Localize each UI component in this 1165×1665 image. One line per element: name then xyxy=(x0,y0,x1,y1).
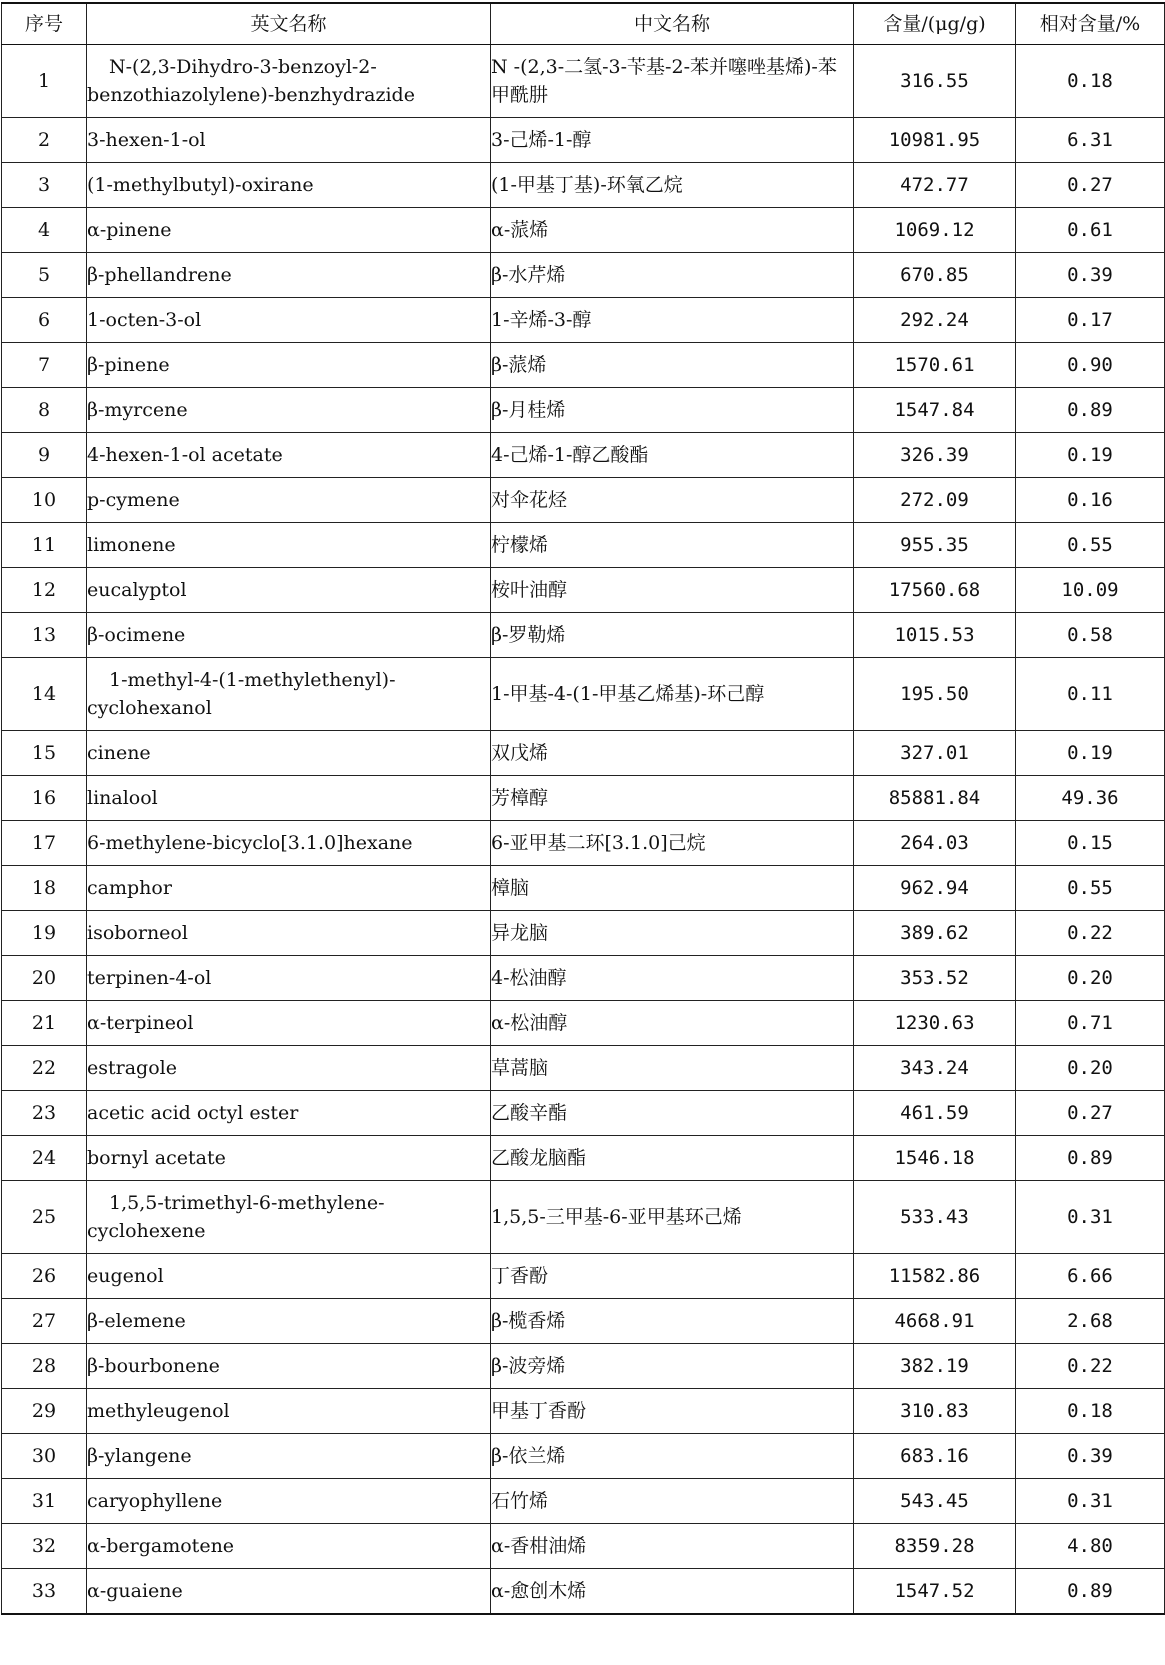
cell-content: 4668.91 xyxy=(854,1299,1016,1344)
cell-content: 955.35 xyxy=(854,523,1016,568)
cell-index: 11 xyxy=(2,523,87,568)
cell-content: 1547.52 xyxy=(854,1569,1016,1615)
cell-relative-content: 10.09 xyxy=(1016,568,1165,613)
cell-english-name: 3-hexen-1-ol xyxy=(87,118,491,163)
cell-content: 10981.95 xyxy=(854,118,1016,163)
table-row xyxy=(2,1254,1165,1299)
cell-content: 326.39 xyxy=(854,433,1016,478)
table-row xyxy=(2,253,1165,298)
cell-index: 22 xyxy=(2,1046,87,1091)
table-row xyxy=(2,658,1165,731)
cell-relative-content: 0.18 xyxy=(1016,1389,1165,1434)
cell-content: 1570.61 xyxy=(854,343,1016,388)
cell-english-name: estragole xyxy=(87,1046,491,1091)
cell-chinese-name: 乙酸龙脑酯 xyxy=(491,1136,854,1181)
cell-chinese-name: 双戊烯 xyxy=(491,731,854,776)
cell-relative-content: 0.89 xyxy=(1016,1569,1165,1615)
cell-index: 33 xyxy=(2,1569,87,1615)
cell-relative-content: 0.17 xyxy=(1016,298,1165,343)
cell-chinese-name: 6-亚甲基二环[3.1.0]己烷 xyxy=(491,821,854,866)
cell-english-name: β-bourbonene xyxy=(87,1344,491,1389)
cell-relative-content: 0.89 xyxy=(1016,1136,1165,1181)
cell-english-name: β-myrcene xyxy=(87,388,491,433)
cell-english-name: 1,5,5-trimethyl-6-methylene-cyclohexene xyxy=(87,1181,491,1254)
cell-content: 543.45 xyxy=(854,1479,1016,1524)
cell-index: 6 xyxy=(2,298,87,343)
cell-relative-content: 0.71 xyxy=(1016,1001,1165,1046)
cell-chinese-name: 樟脑 xyxy=(491,866,854,911)
cell-relative-content: 6.66 xyxy=(1016,1254,1165,1299)
cell-english-name: camphor xyxy=(87,866,491,911)
cell-index: 9 xyxy=(2,433,87,478)
header-index: 序号 xyxy=(2,3,87,45)
cell-content: 670.85 xyxy=(854,253,1016,298)
cell-relative-content: 0.19 xyxy=(1016,433,1165,478)
cell-english-name: acetic acid octyl ester xyxy=(87,1091,491,1136)
cell-relative-content: 0.22 xyxy=(1016,1344,1165,1389)
cell-english-name: α-terpineol xyxy=(87,1001,491,1046)
table-row xyxy=(2,911,1165,956)
cell-index: 20 xyxy=(2,956,87,1001)
table-row xyxy=(2,1569,1165,1615)
cell-chinese-name: 芳樟醇 xyxy=(491,776,854,821)
cell-relative-content: 0.58 xyxy=(1016,613,1165,658)
cell-english-name: β-ylangene xyxy=(87,1434,491,1479)
cell-content: 17560.68 xyxy=(854,568,1016,613)
cell-content: 1230.63 xyxy=(854,1001,1016,1046)
cell-index: 2 xyxy=(2,118,87,163)
cell-chinese-name: α-松油醇 xyxy=(491,1001,854,1046)
cell-relative-content: 0.27 xyxy=(1016,163,1165,208)
cell-chinese-name: β-月桂烯 xyxy=(491,388,854,433)
cell-content: 316.55 xyxy=(854,45,1016,118)
cell-chinese-name: 对伞花烃 xyxy=(491,478,854,523)
table-row xyxy=(2,1001,1165,1046)
cell-relative-content: 0.20 xyxy=(1016,956,1165,1001)
table-row xyxy=(2,298,1165,343)
cell-relative-content: 0.18 xyxy=(1016,45,1165,118)
cell-relative-content: 0.90 xyxy=(1016,343,1165,388)
cell-index: 26 xyxy=(2,1254,87,1299)
table-row xyxy=(2,731,1165,776)
table-row xyxy=(2,1434,1165,1479)
cell-content: 472.77 xyxy=(854,163,1016,208)
cell-relative-content: 0.89 xyxy=(1016,388,1165,433)
table-row xyxy=(2,1299,1165,1344)
cell-index: 28 xyxy=(2,1344,87,1389)
cell-relative-content: 0.19 xyxy=(1016,731,1165,776)
cell-index: 16 xyxy=(2,776,87,821)
cell-content: 1546.18 xyxy=(854,1136,1016,1181)
cell-chinese-name: 3-己烯-1-醇 xyxy=(491,118,854,163)
cell-english-name: eugenol xyxy=(87,1254,491,1299)
cell-english-name: α-bergamotene xyxy=(87,1524,491,1569)
cell-content: 85881.84 xyxy=(854,776,1016,821)
cell-content: 195.50 xyxy=(854,658,1016,731)
cell-index: 27 xyxy=(2,1299,87,1344)
cell-index: 24 xyxy=(2,1136,87,1181)
table-row xyxy=(2,45,1165,118)
table-row xyxy=(2,118,1165,163)
table-row xyxy=(2,1479,1165,1524)
cell-content: 1069.12 xyxy=(854,208,1016,253)
cell-english-name: 4-hexen-1-ol acetate xyxy=(87,433,491,478)
table-row xyxy=(2,1344,1165,1389)
cell-content: 382.19 xyxy=(854,1344,1016,1389)
cell-content: 264.03 xyxy=(854,821,1016,866)
cell-chinese-name: α-香柑油烯 xyxy=(491,1524,854,1569)
table-row xyxy=(2,1181,1165,1254)
cell-relative-content: 0.11 xyxy=(1016,658,1165,731)
table-row xyxy=(2,523,1165,568)
header-chinese-name: 中文名称 xyxy=(491,3,854,45)
cell-content: 389.62 xyxy=(854,911,1016,956)
cell-chinese-name: N -(2,3-二氢-3-苄基-2-苯并噻唑基烯)-苯甲酰肼 xyxy=(491,45,854,118)
table-row xyxy=(2,1136,1165,1181)
cell-index: 10 xyxy=(2,478,87,523)
cell-chinese-name: 草蒿脑 xyxy=(491,1046,854,1091)
cell-chinese-name: β-蒎烯 xyxy=(491,343,854,388)
cell-index: 31 xyxy=(2,1479,87,1524)
cell-relative-content: 0.39 xyxy=(1016,253,1165,298)
cell-chinese-name: 桉叶油醇 xyxy=(491,568,854,613)
cell-chinese-name: α-蒎烯 xyxy=(491,208,854,253)
cell-english-name: limonene xyxy=(87,523,491,568)
cell-content: 1015.53 xyxy=(854,613,1016,658)
cell-content: 533.43 xyxy=(854,1181,1016,1254)
cell-content: 272.09 xyxy=(854,478,1016,523)
header-content: 含量/(μg/g) xyxy=(854,3,1016,45)
cell-english-name: 1-octen-3-ol xyxy=(87,298,491,343)
cell-chinese-name: 1-辛烯-3-醇 xyxy=(491,298,854,343)
cell-index: 18 xyxy=(2,866,87,911)
cell-english-name: α-pinene xyxy=(87,208,491,253)
cell-relative-content: 0.22 xyxy=(1016,911,1165,956)
table-row xyxy=(2,568,1165,613)
table-body xyxy=(2,45,1165,1615)
cell-chinese-name: 柠檬烯 xyxy=(491,523,854,568)
cell-english-name: cinene xyxy=(87,731,491,776)
cell-index: 14 xyxy=(2,658,87,731)
cell-content: 327.01 xyxy=(854,731,1016,776)
cell-content: 292.24 xyxy=(854,298,1016,343)
cell-content: 8359.28 xyxy=(854,1524,1016,1569)
table-row xyxy=(2,821,1165,866)
cell-index: 21 xyxy=(2,1001,87,1046)
cell-index: 12 xyxy=(2,568,87,613)
cell-english-name: N-(2,3-Dihydro-3-benzoyl-2-benzothiazolylene)-benzhydrazide xyxy=(87,45,491,118)
cell-chinese-name: 4-松油醇 xyxy=(491,956,854,1001)
cell-relative-content: 49.36 xyxy=(1016,776,1165,821)
cell-relative-content: 4.80 xyxy=(1016,1524,1165,1569)
cell-relative-content: 0.31 xyxy=(1016,1181,1165,1254)
cell-english-name: β-ocimene xyxy=(87,613,491,658)
cell-index: 1 xyxy=(2,45,87,118)
table-row xyxy=(2,343,1165,388)
cell-english-name: 6-methylene-bicyclo[3.1.0]hexane xyxy=(87,821,491,866)
cell-chinese-name: 甲基丁香酚 xyxy=(491,1389,854,1434)
cell-english-name: 1-methyl-4-(1-methylethenyl)-cyclohexanol xyxy=(87,658,491,731)
cell-relative-content: 0.20 xyxy=(1016,1046,1165,1091)
cell-english-name: α-guaiene xyxy=(87,1569,491,1615)
cell-index: 17 xyxy=(2,821,87,866)
cell-index: 29 xyxy=(2,1389,87,1434)
cell-chinese-name: β-水芹烯 xyxy=(491,253,854,298)
cell-relative-content: 6.31 xyxy=(1016,118,1165,163)
cell-chinese-name: 1,5,5-三甲基-6-亚甲基环己烯 xyxy=(491,1181,854,1254)
cell-index: 30 xyxy=(2,1434,87,1479)
cell-index: 3 xyxy=(2,163,87,208)
cell-content: 11582.86 xyxy=(854,1254,1016,1299)
cell-english-name: linalool xyxy=(87,776,491,821)
table-row xyxy=(2,776,1165,821)
cell-relative-content: 0.27 xyxy=(1016,1091,1165,1136)
table-row xyxy=(2,478,1165,523)
cell-chinese-name: β-罗勒烯 xyxy=(491,613,854,658)
header-relative-content: 相对含量/% xyxy=(1016,3,1165,45)
cell-content: 962.94 xyxy=(854,866,1016,911)
cell-chinese-name: 石竹烯 xyxy=(491,1479,854,1524)
cell-relative-content: 0.55 xyxy=(1016,523,1165,568)
cell-chinese-name: 乙酸辛酯 xyxy=(491,1091,854,1136)
cell-chinese-name: 1-甲基-4-(1-甲基乙烯基)-环己醇 xyxy=(491,658,854,731)
cell-chinese-name: 丁香酚 xyxy=(491,1254,854,1299)
table-row xyxy=(2,1389,1165,1434)
cell-index: 13 xyxy=(2,613,87,658)
cell-english-name: isoborneol xyxy=(87,911,491,956)
cell-english-name: caryophyllene xyxy=(87,1479,491,1524)
cell-chinese-name: (1-甲基丁基)-环氧乙烷 xyxy=(491,163,854,208)
cell-index: 15 xyxy=(2,731,87,776)
cell-chinese-name: β-波旁烯 xyxy=(491,1344,854,1389)
cell-index: 32 xyxy=(2,1524,87,1569)
cell-index: 23 xyxy=(2,1091,87,1136)
cell-chinese-name: 4-己烯-1-醇乙酸酯 xyxy=(491,433,854,478)
table-row xyxy=(2,613,1165,658)
table-row xyxy=(2,163,1165,208)
table-row xyxy=(2,433,1165,478)
cell-index: 4 xyxy=(2,208,87,253)
cell-chinese-name: β-榄香烯 xyxy=(491,1299,854,1344)
table-row xyxy=(2,208,1165,253)
cell-english-name: β-pinene xyxy=(87,343,491,388)
compound-table xyxy=(1,2,1165,1615)
header-english-name: 英文名称 xyxy=(87,3,491,45)
cell-english-name: p-cymene xyxy=(87,478,491,523)
cell-chinese-name: α-愈创木烯 xyxy=(491,1569,854,1615)
cell-english-name: terpinen-4-ol xyxy=(87,956,491,1001)
cell-english-name: β-phellandrene xyxy=(87,253,491,298)
cell-index: 7 xyxy=(2,343,87,388)
cell-english-name: (1-methylbutyl)-oxirane xyxy=(87,163,491,208)
cell-relative-content: 0.61 xyxy=(1016,208,1165,253)
table-row xyxy=(2,956,1165,1001)
cell-index: 19 xyxy=(2,911,87,956)
cell-chinese-name: β-依兰烯 xyxy=(491,1434,854,1479)
cell-content: 343.24 xyxy=(854,1046,1016,1091)
cell-relative-content: 0.31 xyxy=(1016,1479,1165,1524)
cell-english-name: bornyl acetate xyxy=(87,1136,491,1181)
cell-content: 353.52 xyxy=(854,956,1016,1001)
table-row xyxy=(2,388,1165,433)
cell-index: 5 xyxy=(2,253,87,298)
cell-content: 461.59 xyxy=(854,1091,1016,1136)
header-row xyxy=(2,3,1165,45)
cell-chinese-name: 异龙脑 xyxy=(491,911,854,956)
cell-english-name: methyleugenol xyxy=(87,1389,491,1434)
cell-index: 8 xyxy=(2,388,87,433)
cell-relative-content: 0.15 xyxy=(1016,821,1165,866)
table-row xyxy=(2,866,1165,911)
cell-english-name: β-elemene xyxy=(87,1299,491,1344)
cell-relative-content: 2.68 xyxy=(1016,1299,1165,1344)
cell-content: 683.16 xyxy=(854,1434,1016,1479)
cell-index: 25 xyxy=(2,1181,87,1254)
cell-english-name: eucalyptol xyxy=(87,568,491,613)
cell-relative-content: 0.55 xyxy=(1016,866,1165,911)
cell-relative-content: 0.39 xyxy=(1016,1434,1165,1479)
table-row xyxy=(2,1046,1165,1091)
cell-relative-content: 0.16 xyxy=(1016,478,1165,523)
table-row xyxy=(2,1091,1165,1136)
cell-content: 310.83 xyxy=(854,1389,1016,1434)
table-row xyxy=(2,1524,1165,1569)
cell-content: 1547.84 xyxy=(854,388,1016,433)
